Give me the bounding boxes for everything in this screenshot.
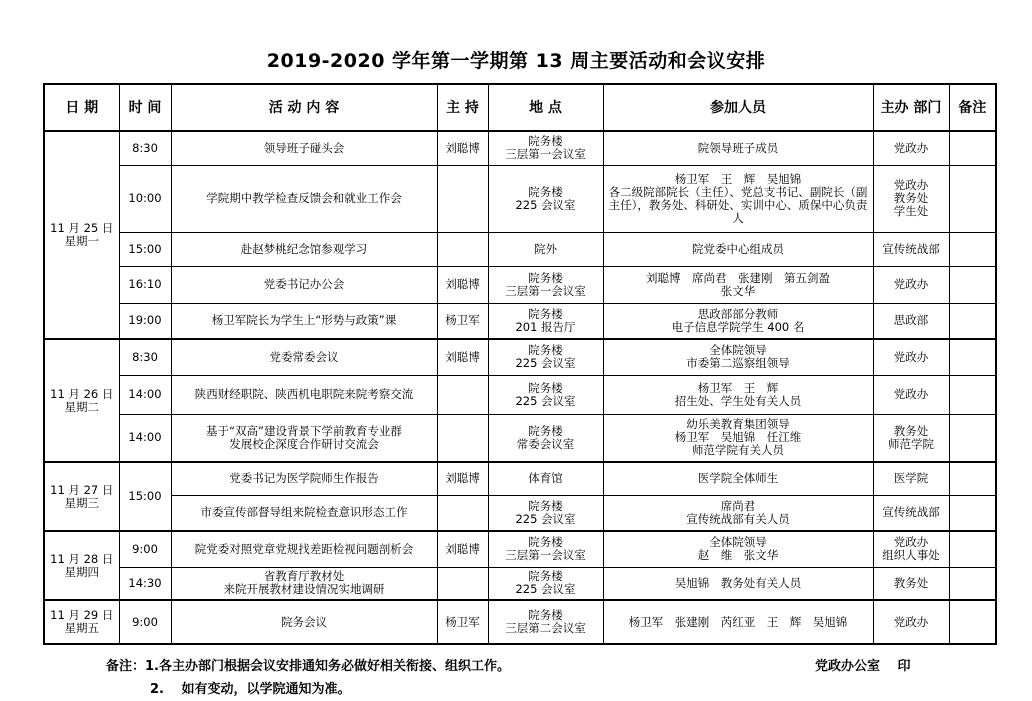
dept-cell: 宣传统战部 bbox=[873, 495, 949, 531]
dept-cell: 宣传统战部 bbox=[873, 232, 949, 266]
attendees-cell: 杨卫军 王 辉 吴旭锦 各二级院部院长（主任）、党总支书记、副院长（副主任），教务处、科研处、实训中心、质保中心负责人 bbox=[603, 165, 873, 232]
table-row bbox=[44, 600, 996, 644]
dept-cell: 党政办 教务处 学生处 bbox=[873, 165, 949, 232]
content-cell: 党委书记办公会 bbox=[171, 266, 437, 303]
time-cell: 19:00 bbox=[119, 303, 171, 339]
host-cell: 刘聪博 bbox=[437, 266, 488, 303]
table-row bbox=[44, 232, 996, 266]
content-cell: 党委常委会议 bbox=[171, 339, 437, 375]
dept-cell: 党政办 bbox=[873, 131, 949, 165]
table-row bbox=[44, 339, 996, 375]
host-cell: 刘聪博 bbox=[437, 131, 488, 165]
note-cell bbox=[949, 232, 996, 266]
attendees-cell: 思政部部分教师 电子信息学院学生 400 名 bbox=[603, 303, 873, 339]
location-cell: 院务楼 225 会议室 bbox=[488, 339, 603, 375]
location-cell: 院务楼 225 会议室 bbox=[488, 375, 603, 414]
host-cell bbox=[437, 375, 488, 414]
attendees-cell: 吴旭锦 教务处有关人员 bbox=[603, 567, 873, 600]
header-dept: 主办 部门 bbox=[873, 84, 949, 131]
host-cell bbox=[437, 165, 488, 232]
dept-cell: 党政办 bbox=[873, 339, 949, 375]
time-cell: 15:00 bbox=[119, 232, 171, 266]
location-cell: 院务楼 三层第一会议室 bbox=[488, 531, 603, 567]
time-cell: 14:00 bbox=[119, 375, 171, 414]
time-cell: 15:00 bbox=[119, 462, 171, 531]
date-cell: 11 月 27 日 星期三 bbox=[44, 462, 119, 531]
table-row bbox=[44, 462, 996, 495]
note-cell bbox=[949, 414, 996, 462]
dept-cell: 教务处 bbox=[873, 567, 949, 600]
host-cell: 杨卫军 bbox=[437, 303, 488, 339]
table-row bbox=[44, 266, 996, 303]
note-cell bbox=[949, 303, 996, 339]
header-content: 活 动 内 容 bbox=[171, 84, 437, 131]
content-cell: 院党委对照党章党规找差距检视问题剖析会 bbox=[171, 531, 437, 567]
time-cell: 10:00 bbox=[119, 165, 171, 232]
header-attendees: 参加人员 bbox=[603, 84, 873, 131]
note-cell bbox=[949, 462, 996, 495]
time-cell: 9:00 bbox=[119, 531, 171, 567]
attendees-cell: 席尚君 宣传统战部有关人员 bbox=[603, 495, 873, 531]
footer-note-1: 备注：1.各主办部门根据会议安排通知务必做好相关衔接、组织工作。 bbox=[106, 659, 510, 674]
page-title: 2019-2020 学年第一学期第 13 周主要活动和会议安排 bbox=[266, 50, 766, 72]
content-cell: 基于“双高”建设背景下学前教育专业群 发展校企深度合作研讨交流会 bbox=[171, 414, 437, 462]
note-cell bbox=[949, 339, 996, 375]
host-cell bbox=[437, 495, 488, 531]
location-cell: 院务楼 三层第二会议室 bbox=[488, 600, 603, 644]
attendees-cell: 院党委中心组成员 bbox=[603, 232, 873, 266]
date-cell: 11 月 28 日 星期四 bbox=[44, 531, 119, 600]
table-row bbox=[44, 495, 996, 531]
header-row bbox=[44, 84, 996, 131]
time-cell: 8:30 bbox=[119, 131, 171, 165]
dept-cell: 党政办 bbox=[873, 375, 949, 414]
content-cell: 市委宣传部督导组来院检查意识形态工作 bbox=[171, 495, 437, 531]
date-cell: 11 月 26 日 星期二 bbox=[44, 339, 119, 462]
note-cell bbox=[949, 375, 996, 414]
note-cell bbox=[949, 165, 996, 232]
date-cell: 11 月 29 日 星期五 bbox=[44, 600, 119, 644]
time-cell: 14:30 bbox=[119, 567, 171, 600]
note-cell bbox=[949, 531, 996, 567]
attendees-cell: 幼乐美教育集团领导 杨卫军 吴旭锦 任江维 师范学院有关人员 bbox=[603, 414, 873, 462]
content-cell: 领导班子碰头会 bbox=[171, 131, 437, 165]
dept-cell: 思政部 bbox=[873, 303, 949, 339]
content-cell: 党委书记为医学院师生作报告 bbox=[171, 462, 437, 495]
note-cell bbox=[949, 567, 996, 600]
location-cell: 院务楼 201 报告厅 bbox=[488, 303, 603, 339]
table-row bbox=[44, 414, 996, 462]
host-cell bbox=[437, 567, 488, 600]
content-cell: 院务会议 bbox=[171, 600, 437, 644]
attendees-cell: 全体院领导 赵 维 张文华 bbox=[603, 531, 873, 567]
header-time: 时 间 bbox=[119, 84, 171, 131]
schedule-table bbox=[43, 83, 997, 645]
host-cell: 刘聪博 bbox=[437, 339, 488, 375]
content-cell: 学院期中教学检查反馈会和就业工作会 bbox=[171, 165, 437, 232]
time-cell: 9:00 bbox=[119, 600, 171, 644]
table-row bbox=[44, 303, 996, 339]
dept-cell: 医学院 bbox=[873, 462, 949, 495]
attendees-cell: 医学院全体师生 bbox=[603, 462, 873, 495]
location-cell: 院务楼 225 会议室 bbox=[488, 165, 603, 232]
location-cell: 院务楼 常委会议室 bbox=[488, 414, 603, 462]
footer-note-2: 2. 如有变动，以学院通知为准。 bbox=[150, 682, 351, 697]
host-cell: 刘聪博 bbox=[437, 462, 488, 495]
dept-cell: 党政办 组织人事处 bbox=[873, 531, 949, 567]
time-cell: 14:00 bbox=[119, 414, 171, 462]
content-cell: 省教育厅教材处 来院开展教材建设情况实地调研 bbox=[171, 567, 437, 600]
date-cell: 11 月 25 日 星期一 bbox=[44, 131, 119, 339]
location-cell: 院务楼 三层第一会议室 bbox=[488, 131, 603, 165]
location-cell: 院外 bbox=[488, 232, 603, 266]
content-cell: 赴赵梦桃纪念馆参观学习 bbox=[171, 232, 437, 266]
location-cell: 院务楼 三层第一会议室 bbox=[488, 266, 603, 303]
table-row bbox=[44, 165, 996, 232]
table-row bbox=[44, 375, 996, 414]
host-cell: 刘聪博 bbox=[437, 531, 488, 567]
note-cell bbox=[949, 266, 996, 303]
location-cell: 院务楼 225 会议室 bbox=[488, 567, 603, 600]
dept-cell: 教务处 师范学院 bbox=[873, 414, 949, 462]
table-row bbox=[44, 131, 996, 165]
note-cell bbox=[949, 600, 996, 644]
dept-cell: 党政办 bbox=[873, 600, 949, 644]
attendees-cell: 杨卫军 张建刚 芮红亚 王 辉 吴旭锦 bbox=[603, 600, 873, 644]
dept-cell: 党政办 bbox=[873, 266, 949, 303]
table-row bbox=[44, 531, 996, 567]
attendees-cell: 院领导班子成员 bbox=[603, 131, 873, 165]
time-cell: 8:30 bbox=[119, 339, 171, 375]
note-cell bbox=[949, 495, 996, 531]
header-note: 备注 bbox=[949, 84, 996, 131]
location-cell: 体育馆 bbox=[488, 462, 603, 495]
header-date: 日 期 bbox=[44, 84, 119, 131]
table-row bbox=[44, 567, 996, 600]
host-cell bbox=[437, 414, 488, 462]
host-cell bbox=[437, 232, 488, 266]
content-cell: 陕西财经职院、陕西机电职院来院考察交流 bbox=[171, 375, 437, 414]
office-seal-text: 党政办公室 印 bbox=[815, 659, 911, 674]
header-host: 主 持 bbox=[437, 84, 488, 131]
location-cell: 院务楼 225 会议室 bbox=[488, 495, 603, 531]
host-cell: 杨卫军 bbox=[437, 600, 488, 644]
attendees-cell: 全体院领导 市委第二巡察组领导 bbox=[603, 339, 873, 375]
attendees-cell: 刘聪博 席尚君 张建刚 第五剑盈 张文华 bbox=[603, 266, 873, 303]
content-cell: 杨卫军院长为学生上“形势与政策”课 bbox=[171, 303, 437, 339]
attendees-cell: 杨卫军 王 辉 招生处、学生处有关人员 bbox=[603, 375, 873, 414]
time-cell: 16:10 bbox=[119, 266, 171, 303]
note-cell bbox=[949, 131, 996, 165]
header-location: 地 点 bbox=[488, 84, 603, 131]
